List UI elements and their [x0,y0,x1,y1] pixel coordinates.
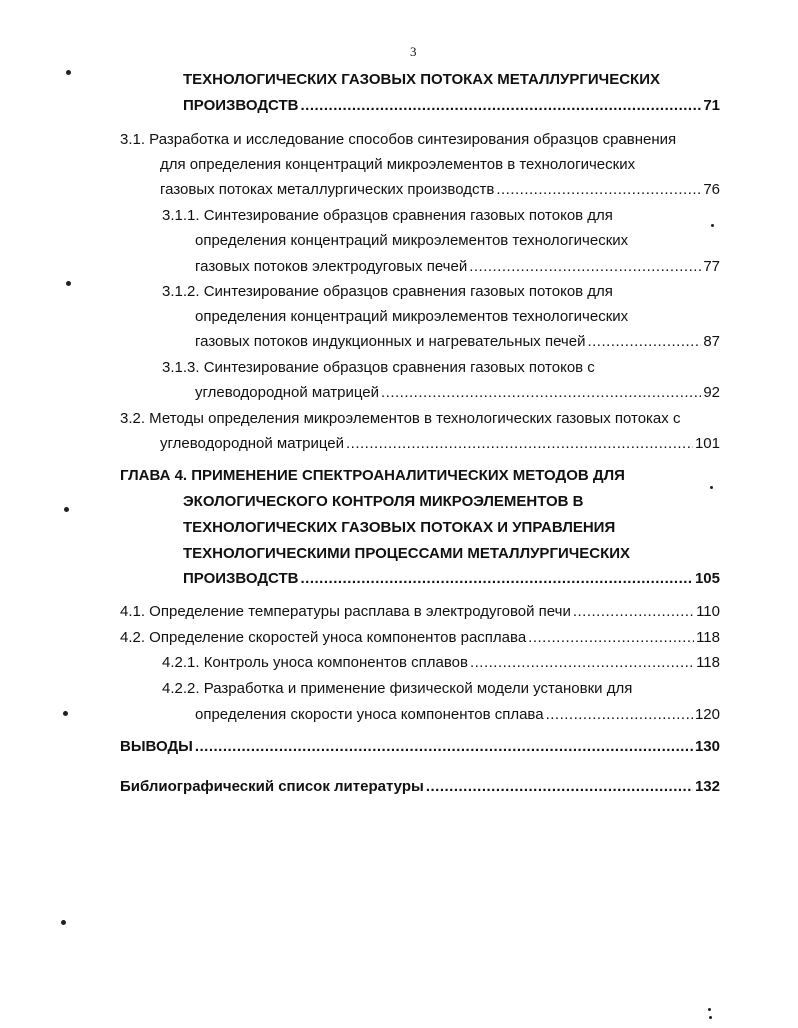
toc-entry-3-1-1-line2: определения концентраций микроэлементов технологических [195,232,629,249]
scan-speck [710,486,713,489]
toc-entry-chapter3-end[interactable] [183,97,720,115]
toc-entry-text: 4.2.1. Контроль уноса компонентов сплавов [162,654,468,671]
scan-speck [709,1016,712,1019]
toc-page-number: 118 [696,629,720,646]
dot-leader [573,603,694,621]
scan-speck [708,1008,711,1011]
scan-speck [64,507,69,512]
toc-entry-3-1-line2: для определения концентраций микроэлементов в технологических [160,156,636,173]
toc-page-number: 92 [703,384,720,401]
dot-leader [346,435,693,453]
dot-leader [528,629,694,647]
toc-page-number: 130 [694,738,720,755]
toc-entry-text: углеводородной матрицей [160,435,344,452]
dot-leader [195,738,693,756]
toc-page-number: 76 [703,181,720,198]
dot-leader [496,181,701,199]
dot-leader [469,258,701,276]
page-number: 3 [410,44,417,59]
dot-leader [426,778,693,796]
toc-entry-3-1-2[interactable] [195,333,720,351]
toc-entry-4-2-2[interactable] [195,706,720,724]
toc-chapter4-line3: ТЕХНОЛОГИЧЕСКИХ ГАЗОВЫХ ПОТОКАХ И УПРАВЛЕНИЯ [183,519,616,536]
scan-speck [711,224,714,227]
toc-entry-3-1-3-line1: 3.1.3. Синтезирование образцов сравнения газовых потоков с [162,359,595,376]
dot-leader [470,654,694,672]
toc-entry-bibliography[interactable] [120,778,720,796]
toc-entry-text: Библиографический список литературы [120,778,424,795]
toc-chapter4-line4: ТЕХНОЛОГИЧЕСКИМИ ПРОЦЕССАМИ МЕТАЛЛУРГИЧЕСКИХ [183,545,631,562]
toc-entry-text: 4.2. Определение скоростей уноса компонентов расплава [120,629,527,646]
dot-leader [301,97,702,115]
toc-entry-text: ПРОИЗВОДСТВ [183,97,299,114]
toc-page-number: 71 [703,97,720,114]
toc-chapter4-line2: ЭКОЛОГИЧЕСКОГО КОНТРОЛЯ МИКРОЭЛЕМЕНТОВ В [183,493,584,510]
toc-page-number: 118 [696,654,720,671]
toc-entry-4-2-2-line1: 4.2.2. Разработка и применение физической модели установки для [162,680,633,697]
scan-speck [63,711,68,716]
toc-entry-3-1-2-line1: 3.1.2. Синтезирование образцов сравнения газовых потоков для [162,283,613,300]
toc-entry-3-1-1-line1: 3.1.1. Синтезирование образцов сравнения газовых потоков для [162,207,613,224]
toc-entry-3-1-3[interactable] [195,384,720,402]
scan-speck [61,920,66,925]
toc-entry-text: ПРОИЗВОДСТВ [183,570,299,587]
dot-leader [301,570,693,588]
toc-entry-text: ВЫВОДЫ [120,738,193,755]
toc-page-number: 77 [703,258,720,275]
toc-entry-4-2[interactable] [120,629,720,647]
toc-page-number: 101 [694,435,720,452]
dot-leader [546,706,693,724]
toc-chapter4-line1: ГЛАВА 4. ПРИМЕНЕНИЕ СПЕКТРОАНАЛИТИЧЕСКИХ МЕТОДОВ ДЛЯ [120,467,625,484]
toc-entry-3-1-1[interactable] [195,258,720,276]
toc-entry-text: 4.1. Определение температуры расплава в электродуговой печи [120,603,571,620]
dot-leader [587,333,701,351]
toc-entry-text: определения скорости уноса компонентов сплава [195,706,544,723]
toc-entry-3-2[interactable] [160,435,720,453]
toc-page-number: 105 [694,570,720,587]
toc-chapter3-title-line: ТЕХНОЛОГИЧЕСКИХ ГАЗОВЫХ ПОТОКАХ МЕТАЛЛУРГИЧЕСКИХ [183,71,660,88]
toc-entry-text: газовых потоков индукционных и нагревательных печей [195,333,586,350]
toc-entry-4-2-1[interactable] [162,654,720,672]
toc-entry-text: газовых потоков электродуговых печей [195,258,468,275]
toc-page-number: 87 [703,333,720,350]
toc-entry-3-1-line1: 3.1. Разработка и исследование способов синтезирования образцов сравнения [120,131,677,148]
toc-entry-conclusions[interactable] [120,738,720,756]
toc-entry-text: газовых потоках металлургических производств [160,181,495,198]
toc-entry-3-1[interactable] [160,181,720,199]
toc-page-number: 132 [694,778,720,795]
toc-entry-4-1[interactable] [120,603,720,621]
scan-speck [66,281,71,286]
dot-leader [381,384,701,402]
toc-page-number: 120 [694,706,720,723]
toc-entry-text: углеводородной матрицей [195,384,379,401]
scan-speck [66,70,71,75]
toc-entry-chapter4[interactable] [183,570,720,588]
toc-page-number: 110 [696,603,720,620]
toc-entry-3-2-line1: 3.2. Методы определения микроэлементов в технологических газовых потоках с [120,410,681,427]
toc-entry-3-1-2-line2: определения концентраций микроэлементов технологических [195,308,629,325]
